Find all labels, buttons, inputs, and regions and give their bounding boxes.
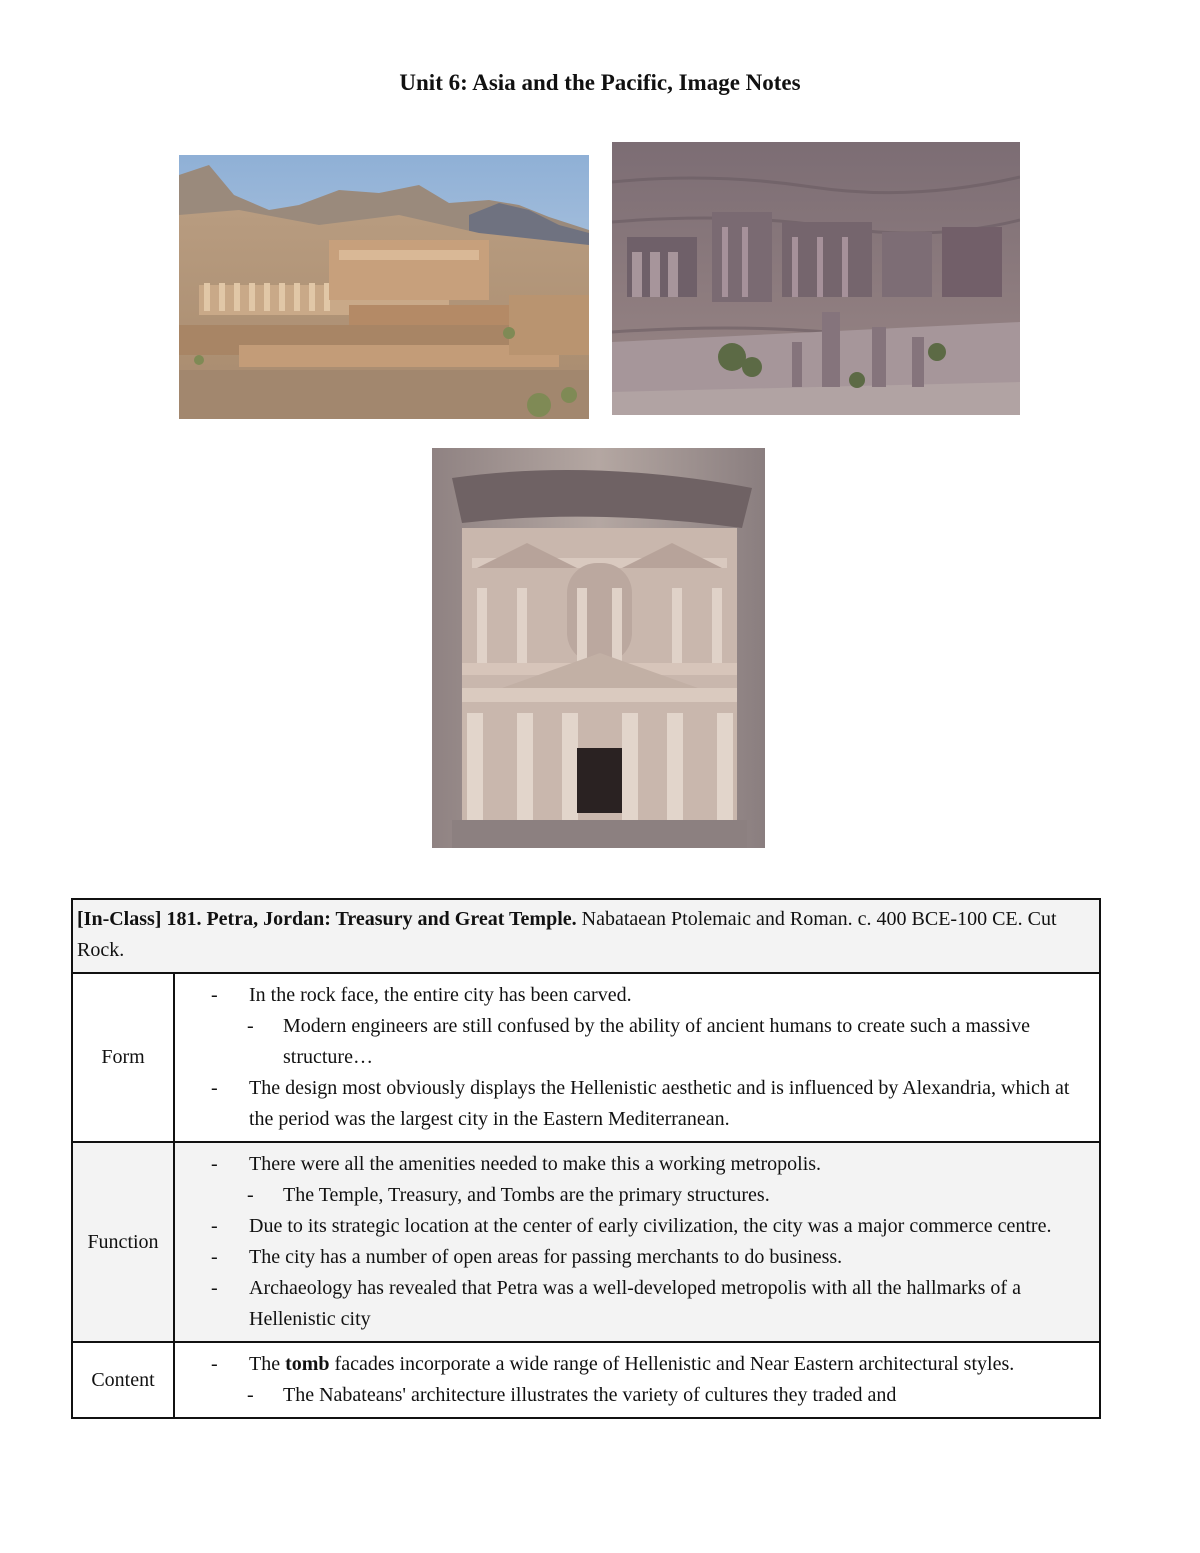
list-item: - Archaeology has revealed that Petra was a well-developed metropolis with all the hallmarks of a Hellenistic city (211, 1273, 1089, 1335)
list-item: - The design most obviously displays the Hellenistic aesthetic and is influenced by Alexandria, which at the period was the largest city in the Eastern Mediterranean. (211, 1073, 1089, 1135)
content-row (72, 1342, 1100, 1418)
list-item: - Due to its strategic location at the center of early civilization, the city was a major commerce centre. (211, 1211, 1089, 1242)
form-notes (174, 973, 1100, 1142)
form-label: Form (72, 973, 174, 1142)
list-item: - The Temple, Treasury, and Tombs are the primary structures. (211, 1180, 1089, 1211)
function-notes (174, 1142, 1100, 1342)
page-title: Unit 6: Asia and the Pacific, Image Notes (399, 70, 801, 95)
entry-heading (72, 899, 1100, 973)
entry-heading-rest: Nabataean Ptolemaic and Roman. c. 400 BCE-100 CE. Cut Rock. (77, 908, 1057, 961)
list-item: - The city has a number of open areas for passing merchants to do business. (211, 1242, 1089, 1273)
petra-royal-tombs-cliff-photo (612, 142, 1020, 415)
list-item: - There were all the amenities needed to make this a working metropolis. - The Temple, Treasury, and Tombs are the primary structures. (211, 1149, 1089, 1211)
petra-notes-table (71, 898, 1101, 1419)
petra-treasury-facade-photo (432, 448, 765, 848)
list-item: - In the rock face, the entire city has been carved. - Modern engineers are still confused by the ability of ancient humans to create such a massive structure… (211, 980, 1089, 1073)
entry-heading-bold: [In-Class] 181. Petra, Jordan: Treasury and Great Temple. (77, 908, 577, 930)
function-label: Function (72, 1142, 174, 1342)
list-item: - The tomb facades incorporate a wide range of Hellenistic and Near Eastern architectural styles. - The Nabateans' architecture illustrates the variety of cultures they traded and (211, 1349, 1089, 1411)
function-row (72, 1142, 1100, 1342)
content-label: Content (72, 1342, 174, 1418)
form-row (72, 973, 1100, 1142)
list-item: - The Nabateans' architecture illustrates the variety of cultures they traded and (211, 1380, 1089, 1411)
petra-great-temple-ruins-photo (179, 155, 589, 419)
content-notes (174, 1342, 1100, 1418)
list-item: - Modern engineers are still confused by the ability of ancient humans to create such a massive structure… (211, 1011, 1089, 1073)
